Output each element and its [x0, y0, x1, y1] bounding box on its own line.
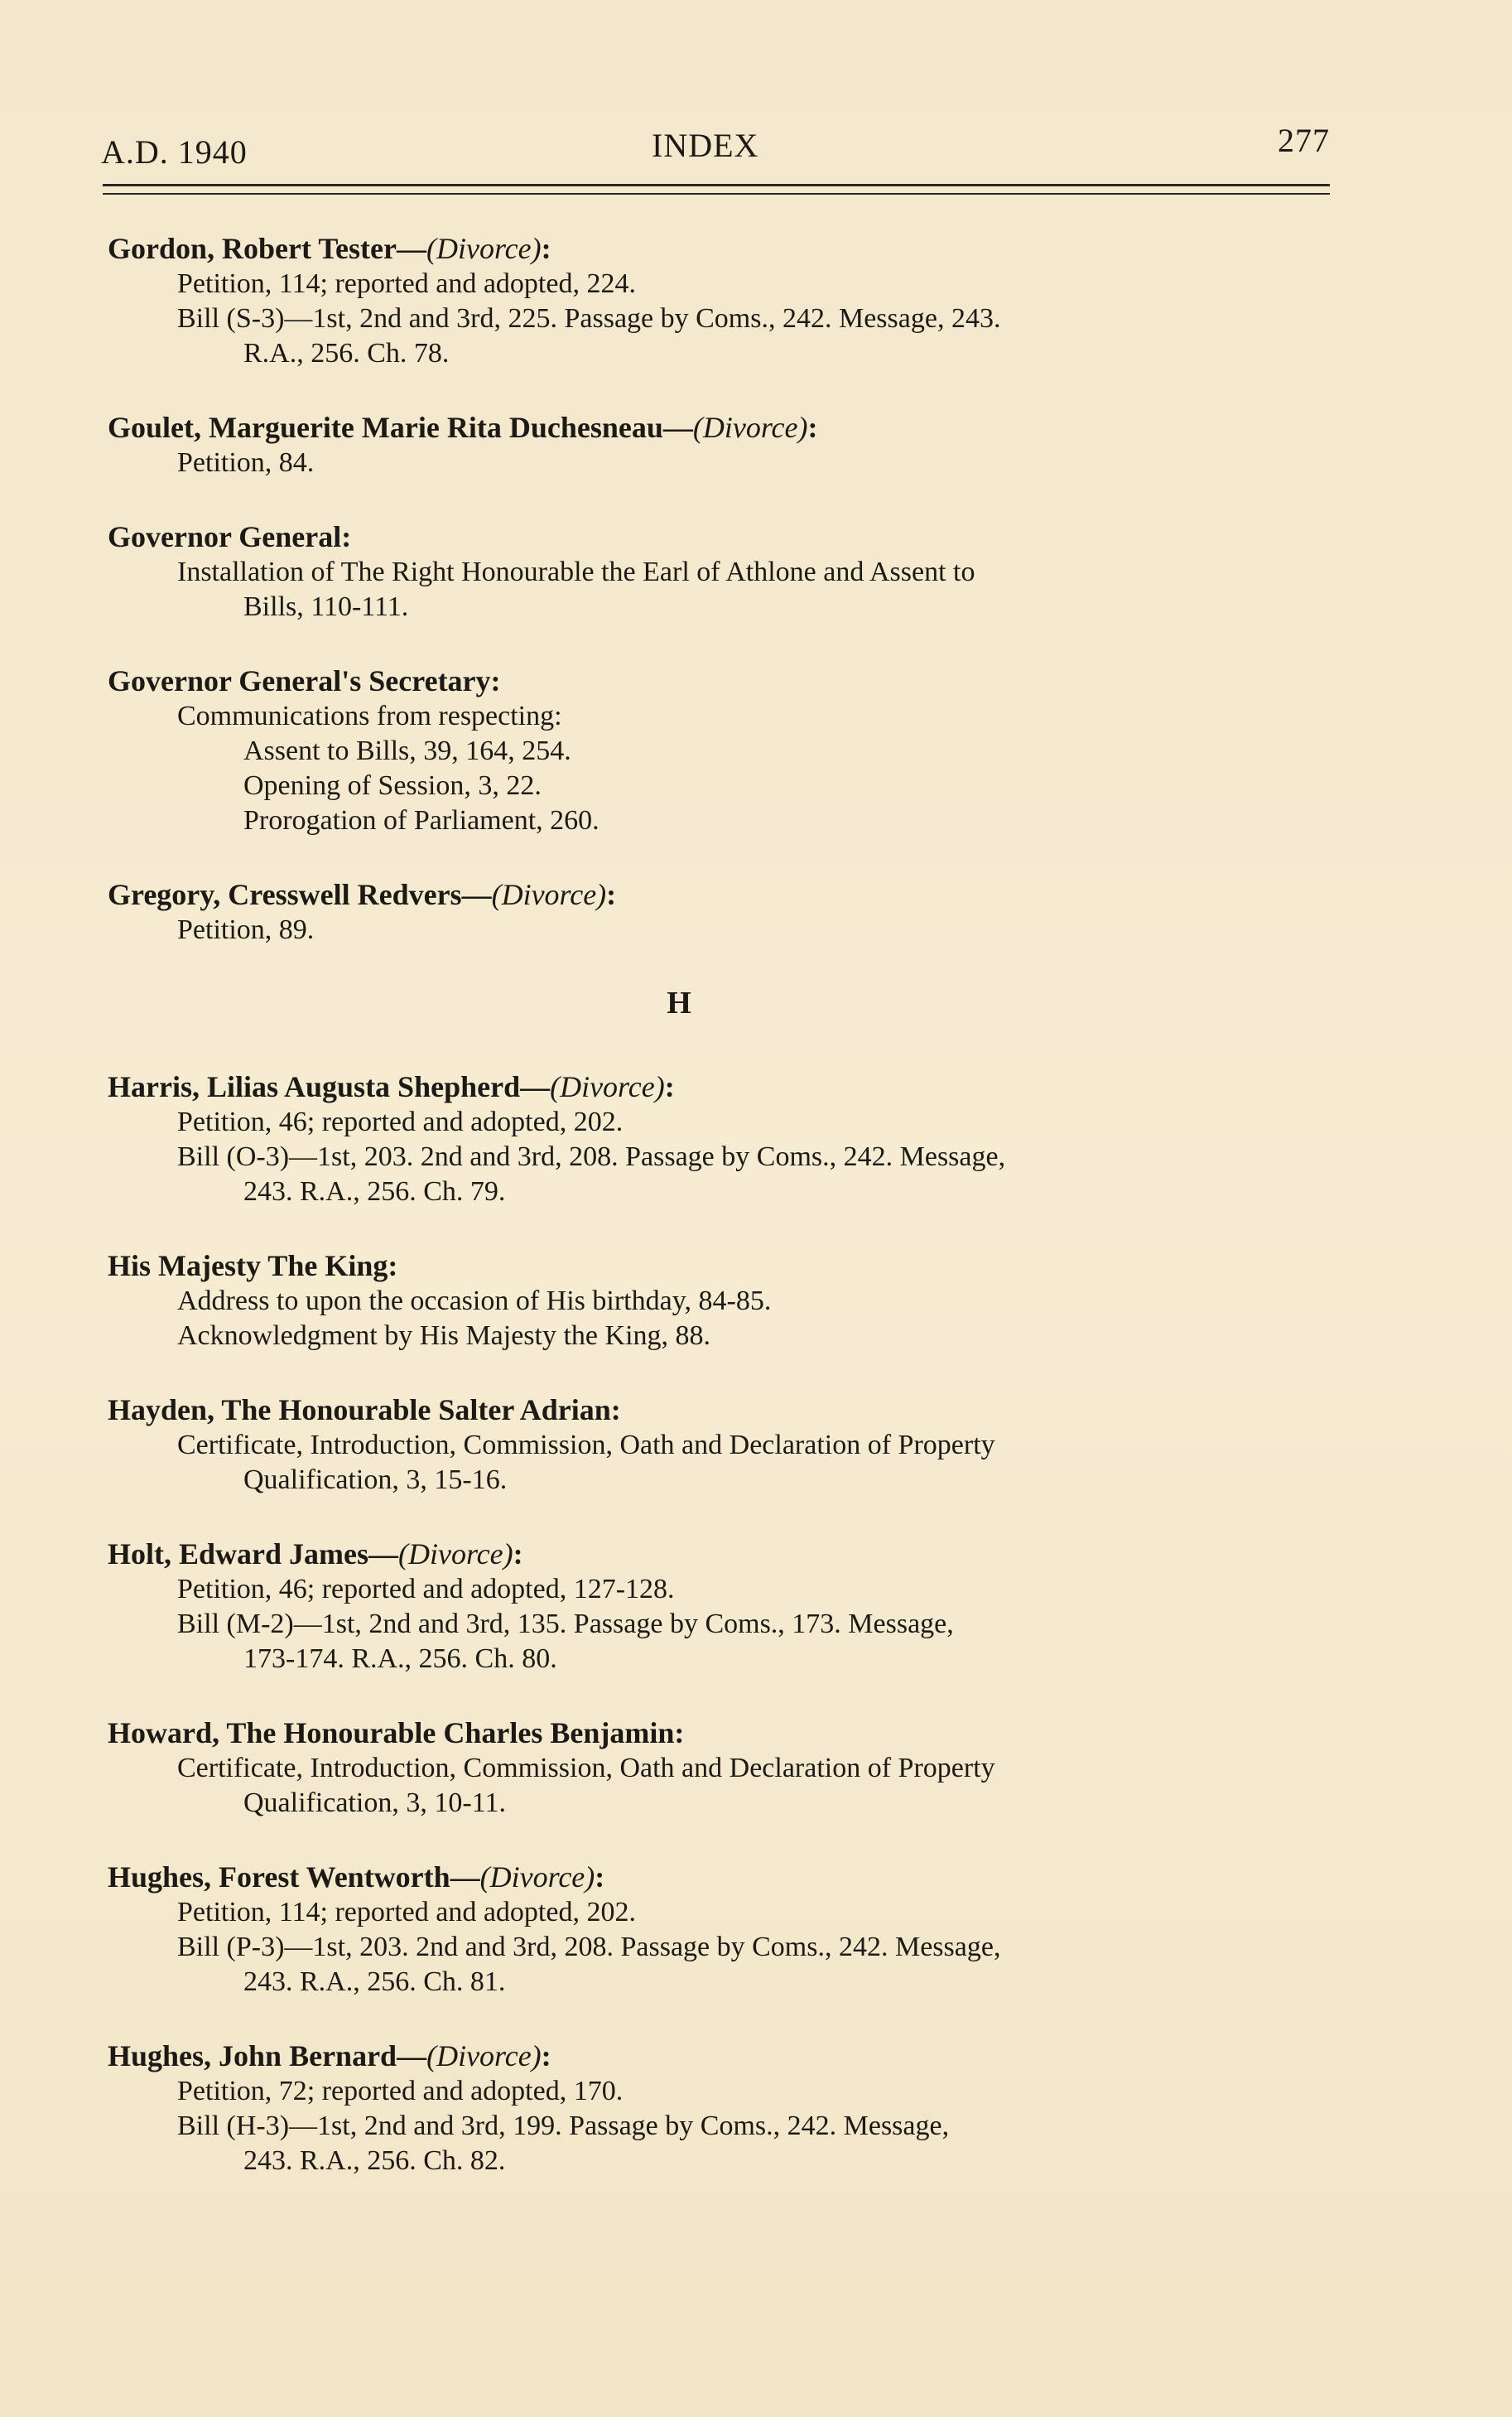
entry-name: Gordon, Robert Tester	[108, 232, 397, 265]
index-entry	[108, 1392, 1350, 1498]
entry-heading: Gregory, Cresswell Redvers—(Divorce):	[108, 878, 617, 911]
entry-line: Bill (H-3)—1st, 2nd and 3rd, 199. Passage by Coms., 242. Message,	[177, 2111, 950, 2141]
entry-heading	[108, 1715, 1350, 1751]
entry-name: Gregory, Cresswell Redvers	[108, 878, 462, 911]
entry-name: Hughes, Forest Wentworth	[108, 1860, 450, 1894]
index-entry	[108, 409, 1350, 480]
entry-heading	[108, 519, 1350, 555]
index-entry	[108, 1715, 1350, 1821]
page-number: 277	[1278, 122, 1330, 159]
entry-line: 243. R.A., 256. Ch. 79.	[243, 1176, 506, 1207]
entry-name: Hayden, The Honourable Salter Adrian:	[108, 1393, 621, 1426]
entry-line: Bill (M-2)—1st, 2nd and 3rd, 135. Passage by Coms., 173. Message,	[177, 1609, 954, 1639]
entry-line: Bill (S-3)—1st, 2nd and 3rd, 225. Passage by Coms., 242. Message, 243.	[177, 303, 1001, 334]
entry-line: Bills, 110-111.	[243, 591, 409, 622]
entry-line: Qualification, 3, 15-16.	[243, 1464, 508, 1495]
index-entry	[108, 876, 1350, 948]
entry-heading	[108, 1392, 1350, 1428]
index-entry	[108, 1069, 1350, 1209]
entry-line: Petition, 46; reported and adopted, 127-128.	[177, 1574, 675, 1604]
index-entry	[108, 519, 1350, 625]
entry-tag: (Divorce)	[550, 1070, 665, 1103]
entry-line: Address to upon the occasion of His birthday, 84-85.	[177, 1286, 772, 1316]
header-rule-thick	[103, 184, 1330, 186]
entry-tag: (Divorce)	[479, 1860, 595, 1894]
entry-line: Petition, 89.	[177, 914, 315, 945]
index-body	[108, 230, 1350, 2217]
index-entry	[108, 1859, 1350, 2000]
entry-name: His Majesty The King:	[108, 1249, 398, 1282]
entry-line: 243. R.A., 256. Ch. 82.	[243, 2145, 506, 2176]
entry-subline: Assent to Bills, 39, 164, 254.	[243, 736, 571, 766]
entry-line: Petition, 114; reported and adopted, 224.	[177, 268, 636, 299]
entry-name: Howard, The Honourable Charles Benjamin:	[108, 1716, 685, 1749]
entry-line: Petition, 84.	[177, 447, 315, 478]
entry-tag: (Divorce)	[398, 1537, 513, 1570]
entry-line: Installation of The Right Honourable the Earl of Athlone and Assent to	[177, 557, 975, 587]
entry-heading: Harris, Lilias Augusta Shepherd—(Divorce):	[108, 1070, 675, 1103]
header-rule-thin	[103, 193, 1330, 195]
entry-name: Goulet, Marguerite Marie Rita Duchesneau	[108, 411, 663, 444]
entry-line: Qualification, 3, 10-11.	[243, 1787, 506, 1818]
entry-heading	[108, 663, 1350, 699]
index-entry	[108, 2038, 1350, 2178]
index-entry	[108, 1247, 1350, 1353]
entry-line: Communications from respecting:	[177, 701, 562, 731]
entry-heading	[108, 1247, 1350, 1284]
entry-heading: Holt, Edward James—(Divorce):	[108, 1537, 523, 1570]
entry-tag: (Divorce)	[426, 2039, 542, 2072]
entry-name: Holt, Edward James	[108, 1537, 368, 1570]
entry-line: Petition, 46; reported and adopted, 202.	[177, 1107, 624, 1137]
section-letter: H	[667, 986, 691, 1020]
entry-heading: Hughes, John Bernard—(Divorce):	[108, 2039, 551, 2072]
entry-name: Harris, Lilias Augusta Shepherd	[108, 1070, 521, 1103]
index-entry	[108, 230, 1350, 371]
entry-line: 173-174. R.A., 256. Ch. 80.	[243, 1643, 557, 1674]
entry-subline: Opening of Session, 3, 22.	[243, 770, 542, 801]
entry-tag: (Divorce)	[491, 878, 607, 911]
entry-line: R.A., 256. Ch. 78.	[243, 338, 450, 369]
entry-heading: Goulet, Marguerite Marie Rita Duchesneau—(Divorce):	[108, 411, 818, 444]
entry-line: 243. R.A., 256. Ch. 81.	[243, 1966, 506, 1997]
entry-line: Petition, 114; reported and adopted, 202.	[177, 1897, 636, 1927]
entry-line: Certificate, Introduction, Commission, Oath and Declaration of Property	[177, 1430, 995, 1460]
header-title: INDEX	[652, 127, 759, 164]
index-entry	[108, 1536, 1350, 1676]
entry-heading: Gordon, Robert Tester—(Divorce):	[108, 232, 551, 265]
entry-line: Acknowledgment by His Majesty the King, 88.	[177, 1320, 711, 1351]
entry-line: Bill (O-3)—1st, 203. 2nd and 3rd, 208. Passage by Coms., 242. Message,	[177, 1141, 1006, 1172]
entry-tag: (Divorce)	[692, 411, 808, 444]
header-year: A.D. 1940	[101, 133, 248, 171]
index-entry	[108, 663, 1350, 838]
entry-line: Bill (P-3)—1st, 203. 2nd and 3rd, 208. Passage by Coms., 242. Message,	[177, 1932, 1001, 1962]
entry-line: Petition, 72; reported and adopted, 170.	[177, 2076, 624, 2106]
entry-heading: Hughes, Forest Wentworth—(Divorce):	[108, 1860, 605, 1894]
running-head	[101, 122, 1330, 176]
entry-subline: Prorogation of Parliament, 260.	[243, 805, 600, 836]
entry-name: Governor General:	[108, 520, 352, 553]
entry-line: Certificate, Introduction, Commission, Oath and Declaration of Property	[177, 1753, 995, 1783]
entry-name: Hughes, John Bernard	[108, 2039, 397, 2072]
entry-tag: (Divorce)	[426, 232, 542, 265]
entry-name: Governor General's Secretary:	[108, 664, 501, 697]
